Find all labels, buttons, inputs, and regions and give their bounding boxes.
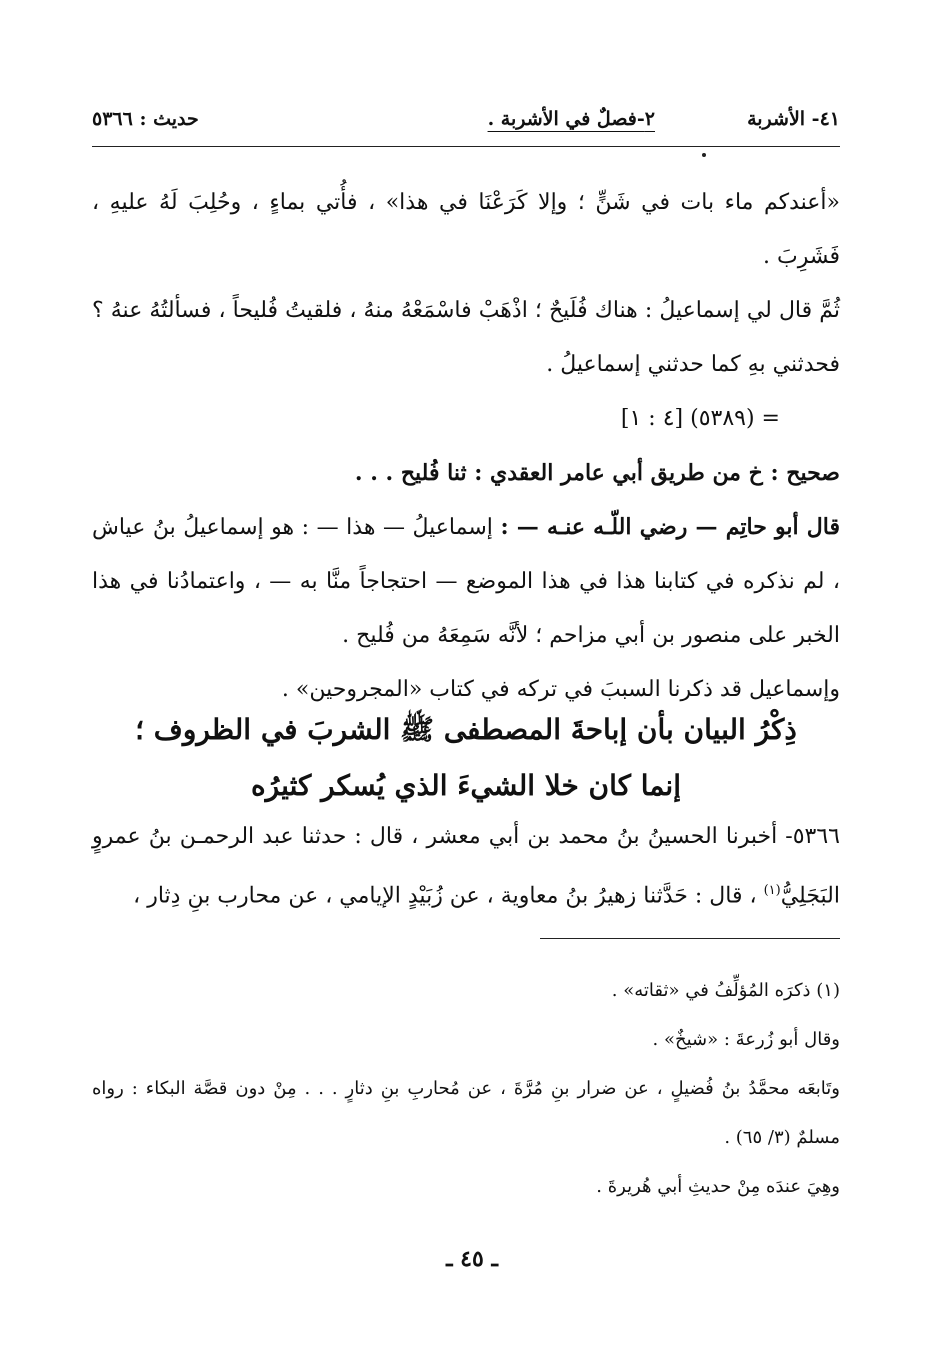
header-chapter-title: ٢-فصلٌ في الأشربة . bbox=[487, 108, 655, 130]
paragraph-quote: «أعندكم ماء بات في شَنٍّ ؛ وإلا كَرَعْنَا في هذا» ، فأُتي بماءٍ ، وحُلِبَ لَهُ عليهِ ، فَشَرِبَ . bbox=[92, 190, 840, 269]
header-dot bbox=[702, 153, 706, 157]
header-hadith-number: حديث : ٥٣٦٦ bbox=[92, 108, 199, 130]
paragraph-grading: صحيح : خ من طريق أبي عامر العقدي : ثنا فُليح . . . bbox=[354, 460, 840, 486]
running-header bbox=[92, 108, 840, 138]
paragraph-reference: = (٥٣٨٩) [٤ : ١] bbox=[620, 406, 780, 431]
section-title-line-2: إنما كان خلا الشيءَ الذي يُسكر كثيرُه bbox=[251, 769, 681, 802]
commentary-speaker: قال أبو حاتِم — رضي اللّـه عنـه — : bbox=[500, 514, 840, 540]
footnote-marker[interactable]: (١) bbox=[763, 883, 781, 898]
main-text bbox=[92, 176, 840, 717]
footnote-mutabaa: وتَابعَه محمَّدُ بنُ فُضيلٍ ، عن ضرار بنِ مُرَّةَ ، عن مُحاربِ بنِ دثارٍ . . . مِنْ دون قصَّة البكاء : رواه مسلمٌ (٣/ ٦٥) . bbox=[92, 1078, 840, 1148]
header-book-title: ٤١- الأشربة bbox=[747, 108, 840, 130]
footnote-abu-hurayra: وهِيَ عندَه مِنْ حديثِ أبي هُريرةَ . bbox=[596, 1176, 840, 1197]
hadith-chain-a: ٥٣٦٦- أخبرنا الحسينُ بنُ محمد بن أبي معشر ، قال : حدثنا عبد الرحمـن بنُ عمروٍ البَجَلِيُّ bbox=[92, 824, 840, 909]
hadith-text bbox=[92, 810, 840, 923]
section-title-line-1: ذِكْرُ البيان بأن إباحةَ المصطفى ﷺ الشربَ في الظروف ؛ bbox=[135, 713, 797, 746]
paragraph-commentary bbox=[92, 500, 840, 663]
footnote-divider bbox=[540, 938, 840, 939]
footnotes bbox=[92, 966, 840, 1211]
paragraph-majruhin: وإسماعيل قد ذكرنا السببَ في تركه في كتاب «المجروحين» . bbox=[281, 677, 840, 702]
hadith-paragraph bbox=[92, 810, 840, 923]
commentary-text: إسماعيلُ — هذا — : هو إسماعيلُ بنُ عياش ، لم نذكره في كتابنا هذا في هذا الموضع — احتجاجاً منَّا به — ، واعتمادُنا في هذا الخبر على منصور بن أبي مزاحم ؛ لأنَّه سَمِعَهُ من فُليح . bbox=[92, 515, 840, 648]
page-number: ـ ٤٥ ـ bbox=[446, 1246, 498, 1272]
section-title bbox=[92, 702, 840, 814]
footnote-abu-zura: وقال أبو زُرعةَ : «شيخٌ» . bbox=[652, 1029, 840, 1050]
hadith-chain-b: ، قال : حَدَّثنا زهيرُ بنُ معاوية ، عن زُبَيْدٍ الإيامي ، عن محارب بنِ دِثار ، bbox=[133, 883, 757, 909]
paragraph-ismail: ثُمَّ قال لي إسماعيلُ : هناك فُلَيحٌ ؛ اذْهَبْ فاسْمَعْهُ منهُ ، فلقيتُ فُليحاً ، فسألتُهُ عنهُ ؟ فحدثني بهِ كما حدثني إسماعيلُ . bbox=[92, 298, 841, 377]
footnote-1: (١) ذكرَه المُؤلِّفُ في «ثقاته» . bbox=[611, 980, 840, 1001]
header-divider bbox=[92, 146, 840, 147]
